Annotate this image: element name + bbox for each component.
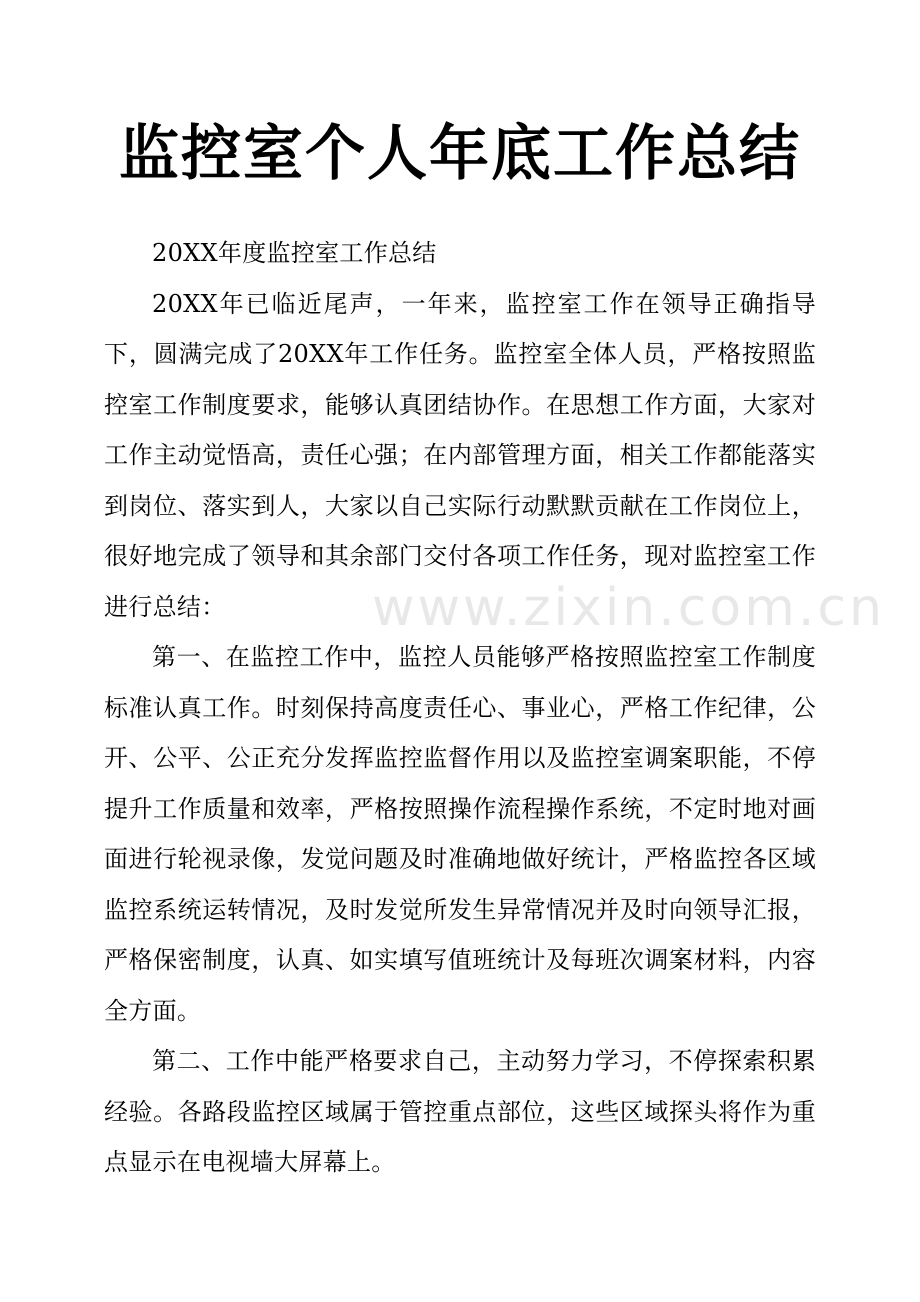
paragraph-subtitle: 20XX年度监控室工作总结 [152,239,437,267]
document-body [104,228,816,1188]
document-title: 监控室个人年底工作总结 [119,119,801,189]
paragraph-intro: 20XX年已临近尾声，一年来，监控室工作在领导正确指导下，圆满完成了20XX年工作任务。监控室全体人员，严格按照监控室工作制度要求，能够认真团结协作。在思想工作方面，大家对工作主动觉悟高，责任心强；在内部管理方面，相关工作都能落实到岗位、落实到人，大家以自己实际行动默默贡献在工作岗位上，很好地完成了领导和其余部门交付各项工作任务，现对监控室工作进行总结： [104,289,816,621]
watermark-text: www.zixin.com.cn [372,578,885,638]
paragraph-first: 第一、在监控工作中，监控人员能够严格按照监控室工作制度标准认真工作。时刻保持高度责任心、事业心，严格工作纪律，公开、公平、公正充分发挥监控监督作用以及监控室调案职能，不停提升工作质量和效率，严格按照操作流程操作系统，不定时地对画面进行轮视录像，发觉问题及时准确地做好统计，严格监控各区域监控系统运转情况，及时发觉所发生异常情况并及时向领导汇报，严格保密制度，认真、如实填写值班统计及每班次调案材料，内容全方面。 [104,643,816,1025]
paragraph-second: 第二、工作中能严格要求自己，主动努力学习，不停探索积累经验。各路段监控区域属于管控重点部位，这些区域探头将作为重点显示在电视墙大屏幕上。 [104,1047,816,1176]
